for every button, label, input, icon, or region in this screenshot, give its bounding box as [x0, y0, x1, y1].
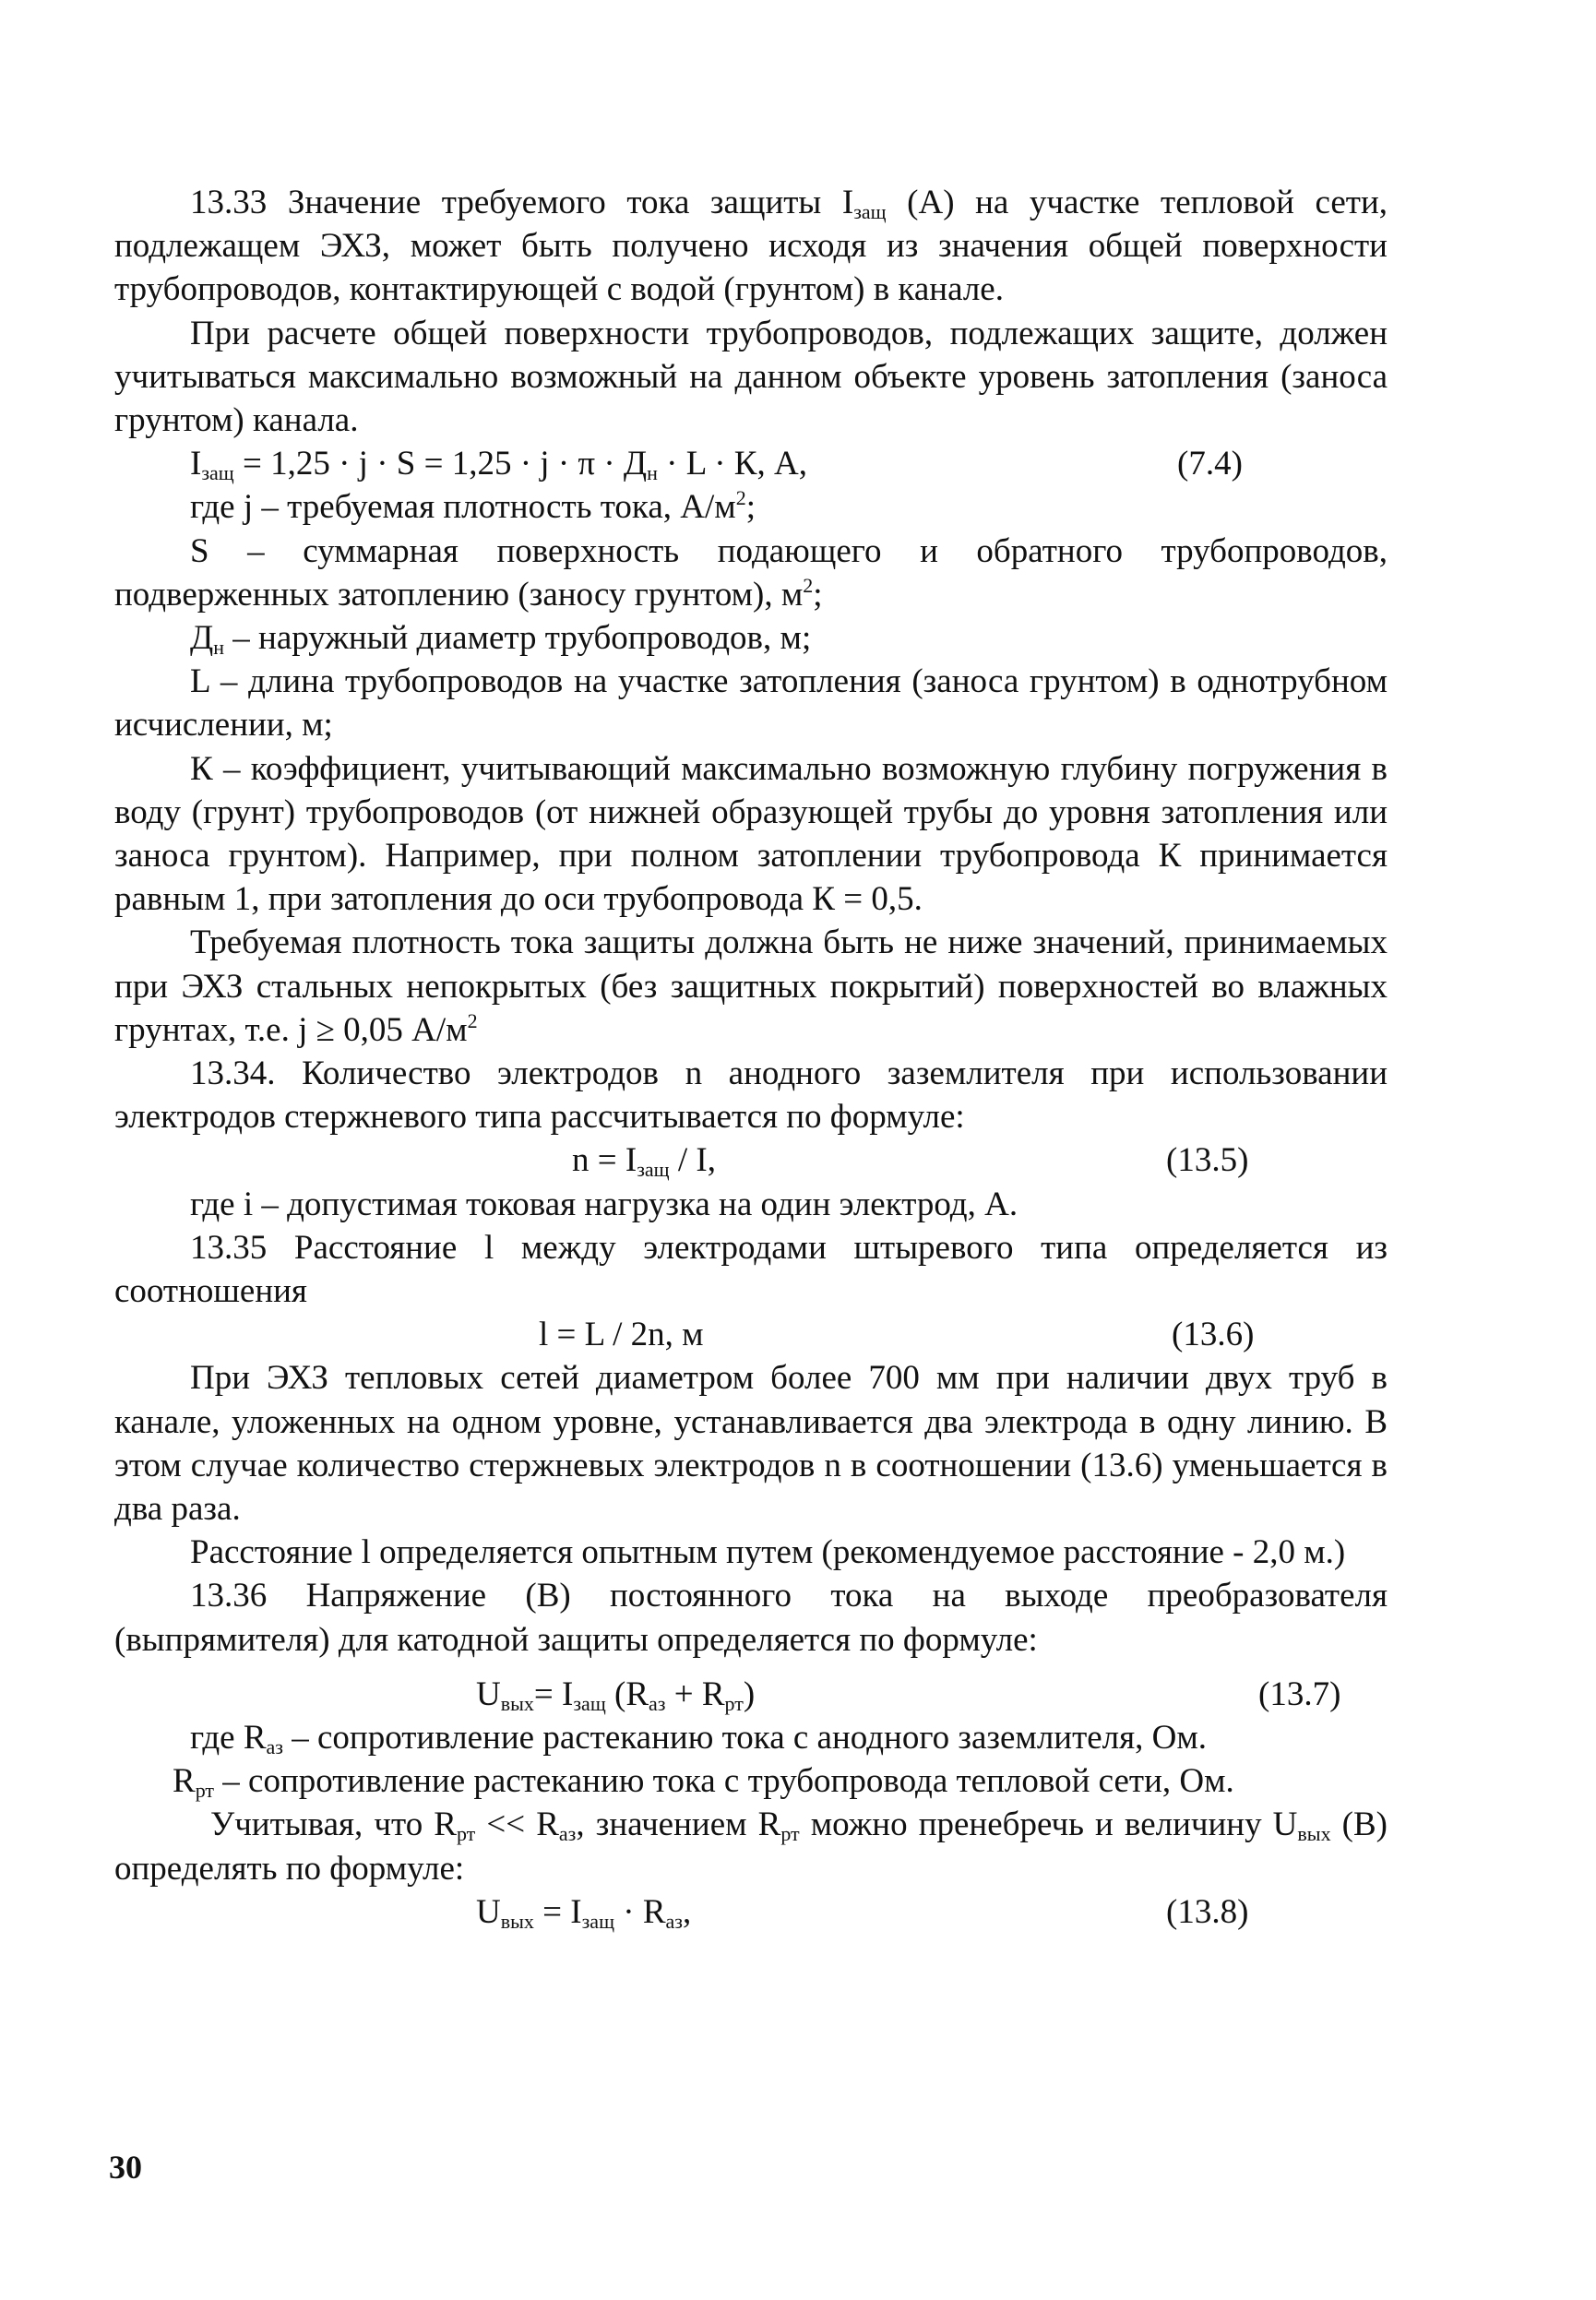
equation-13-5 — [114, 1138, 1388, 1182]
equation-13-6 — [114, 1313, 1388, 1356]
definition-D: $Д_н$ – наружный диаметр трубопроводов, м; — [190, 619, 812, 660]
equation-number: (13.6) — [1172, 1316, 1255, 1354]
definition-Raz: где $R_{аз}$ – сопротивление растеканию тока с анодного заземлителя, Ом. — [190, 1719, 1208, 1759]
equation-expression: l = L / 2n, м — [539, 1316, 704, 1354]
text-span: 13.33 Значение требуемого тока защиты I — [190, 184, 854, 221]
equation-expression: $I_{защ} = 1,25 \cdot j \cdot S = 1,25 \cdot j \cdot \pi \cdot Д_н \cdot L \cdot К$, А, — [190, 445, 807, 485]
equation-expression: $n = I_{защ} / I$, — [572, 1141, 716, 1182]
equation-7-4 — [114, 442, 1388, 485]
definition-S: S – суммарная поверхность подающего и обратного трубопроводов, подверженных затоплению (заносу грунтом), $м^2$; — [114, 531, 1388, 614]
body-text — [114, 181, 1388, 1934]
paragraph-surface: При расчете общей поверхности трубопроводов, подлежащих защите, должен учитываться максимально возможный на данном объекте уровень затопления (заноса грунтом) канала. — [114, 314, 1388, 440]
equation-13-8 — [114, 1890, 1388, 1934]
text-span: (А) на участке тепловой сети, подлежащем ЭХЗ, может быть получено исходя из значения общей поверхности трубопроводов, контактирующей с водой (грунтом) в канале. — [114, 184, 1388, 309]
paragraph-considering: Учитывая, что $R_{рт} << R_{аз}$, значением $R_{рт}$ можно пренебречь и величину $U_{вых}$ (В) определять по формуле: — [114, 1805, 1388, 1888]
paragraph-13-36: 13.36 Напряжение (В) постоянного тока на выходе преобразователя (выпрямителя) для катодной защиты определяется по формуле: — [114, 1577, 1388, 1659]
paragraph-distance: Расстояние l определяется опытным путем (рекомендуемое расстояние - 2,0 м.) — [190, 1533, 1346, 1572]
equation-expression: $U_{вых} = I_{защ} \cdot R_{аз}$, — [476, 1892, 692, 1933]
paragraph-density: Требуемая плотность тока защиты должна быть не ниже значений, принимаемых при ЭХЗ стальных непокрытых (без защитных покрытий) поверхностей во влажных грунтах, т.е. j ≥ 0,05 $А/м^2$ — [114, 924, 1388, 1049]
paragraph-electrodes: При ЭХЗ тепловых сетей диаметром более 700 мм при наличии двух труб в канале, уложенных на одном уровне, устанавливается два электрода в одну линию. В этом случае количество стержневых электродов n в соотношении (13.6) уменьшается в два раза. — [114, 1359, 1388, 1529]
equation-13-7 — [114, 1673, 1388, 1716]
subscript: защ — [853, 200, 887, 223]
equation-number: (13.7) — [1258, 1674, 1341, 1713]
page-number: 30 — [109, 2149, 142, 2186]
definition-K: К – коэффициент, учитывающий максимально возможную глубину погружения в воду (грунт) трубопроводов (от нижней образующей трубы до уровня затопления или заноса грунтом). Например, при полном затоплении трубопровода К принимается равным 1, при затопления до оси трубопровода К = 0,5. — [114, 749, 1388, 919]
paragraph-13-33 — [114, 181, 1388, 312]
paragraph-13-35: 13.35 Расстояние l между электродами штыревого типа определяется из соотношения — [114, 1228, 1388, 1311]
definition-j: где j – требуемая плотность тока, $А/м^2$; — [190, 486, 756, 527]
paragraph-13-34: 13.34. Количество электродов n анодного заземлителя при использовании электродов стержневого типа рассчитывается по формуле: — [114, 1055, 1388, 1137]
equation-number: (13.5) — [1166, 1141, 1249, 1180]
equation-number: (13.8) — [1166, 1892, 1249, 1931]
equation-expression: $U_{вых}= I_{защ}$ $(R_{аз} + R_{рт})$ — [476, 1674, 756, 1715]
definition-L: L – длина трубопроводов на участке затопления (заноса грунтом) в однотрубном исчислении, м; — [114, 662, 1388, 745]
equation-number: (7.4) — [1177, 445, 1243, 483]
definition-Rrt: $R_{рт}$ – сопротивление растеканию тока с трубопровода тепловой сети, Ом. — [173, 1762, 1234, 1803]
definition-i: где i – допустимая токовая нагрузка на один электрод, А. — [190, 1185, 1018, 1223]
